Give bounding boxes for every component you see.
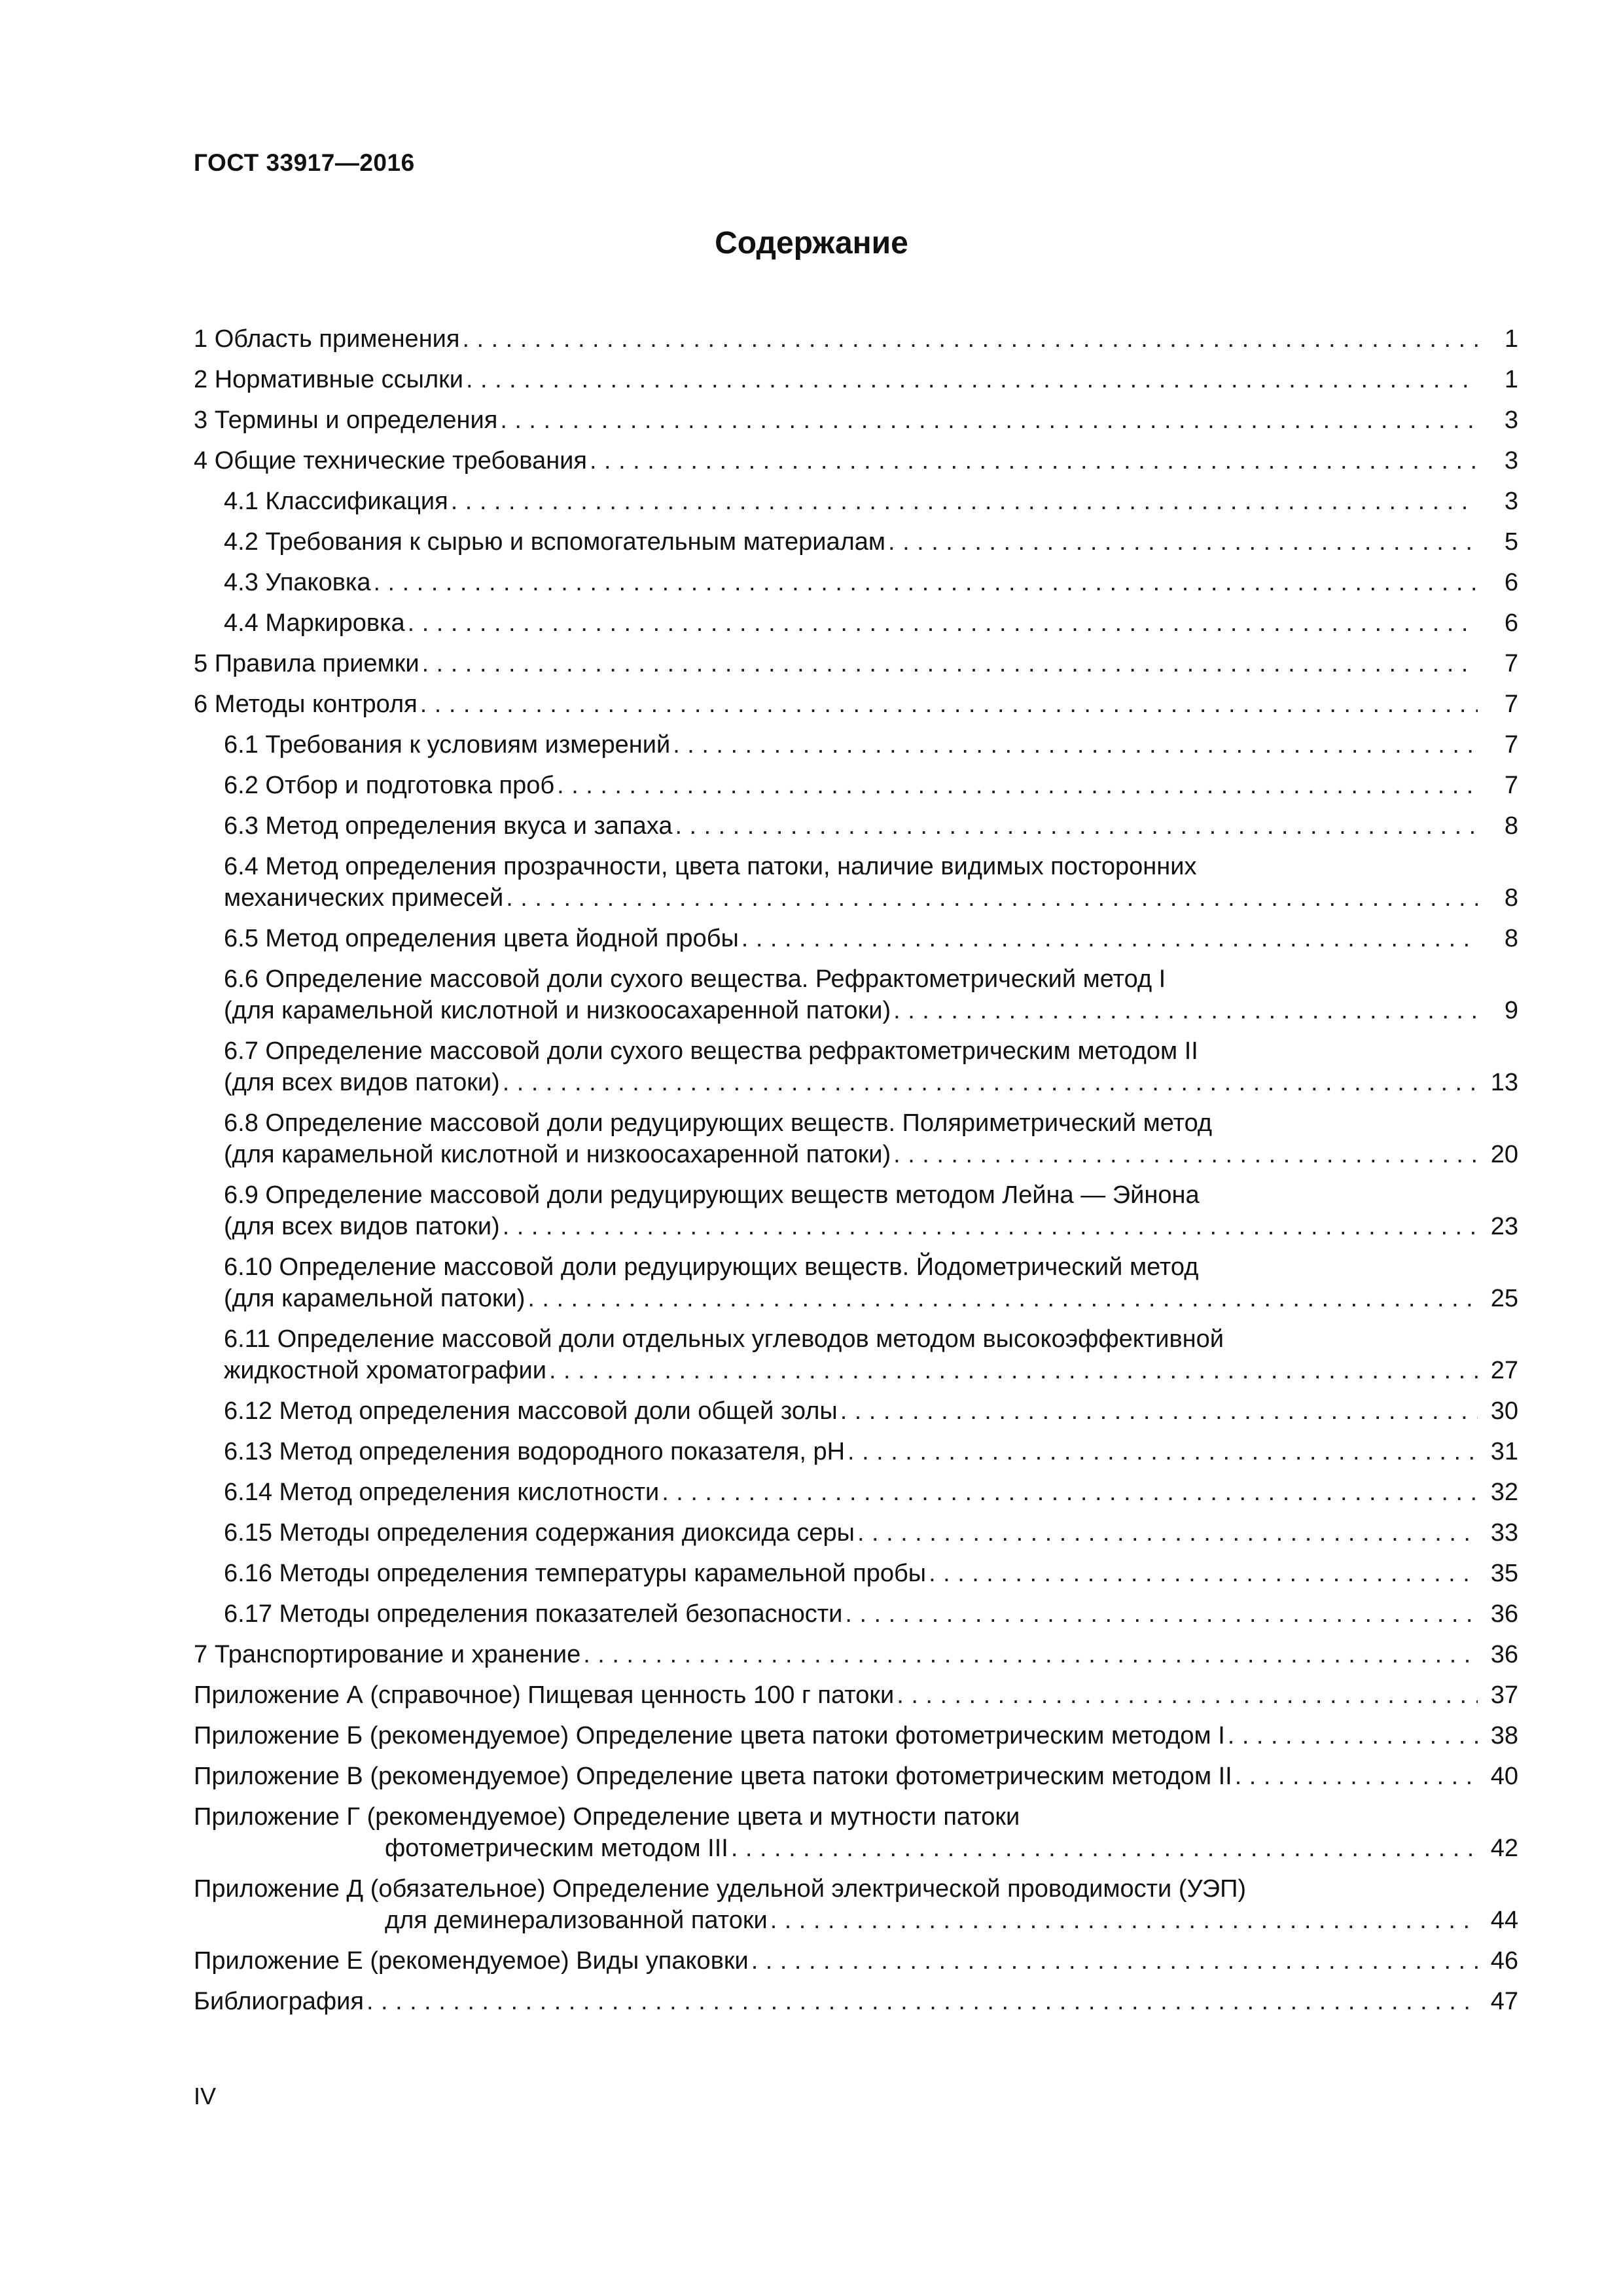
toc-entry[interactable] [194,851,1518,914]
dot-leader [739,923,1478,954]
toc-entry[interactable] [194,1945,1518,1977]
toc-page-number: 5 [1504,528,1518,556]
toc-entry-text: (для карамельной кислотной и низкоосахаренной патоки) [224,1141,891,1168]
dot-leader [728,1833,1478,1864]
toc-page-number: 9 [1504,997,1518,1024]
toc-entry[interactable] [194,1558,1518,1589]
toc-entry[interactable] [194,1517,1518,1549]
toc-entry-text: (для карамельной патоки) [224,1285,526,1312]
toc-entry[interactable] [194,923,1518,954]
dot-leader [1225,1720,1478,1751]
toc-page-number: 7 [1504,650,1518,677]
toc-page-number: 8 [1504,812,1518,840]
dot-leader [842,1598,1478,1630]
dot-leader [845,1436,1478,1467]
toc-entry-text: Приложение В (рекомендуемое) Определение цвета патоки фотометрическим методом II [194,1763,1232,1790]
toc-page-number: 31 [1490,1438,1518,1465]
toc-page-number: 37 [1490,1681,1518,1709]
toc-page-number: 40 [1490,1763,1518,1790]
toc-entry-text: 6.12 Метод определения массовой доли общей золы [224,1397,838,1425]
dot-leader [672,810,1478,842]
dot-leader [500,1211,1478,1242]
dot-leader [459,323,1478,355]
toc-entry-text: 6.11 Определение массовой доли отдельных углеводов методом высокоэффективной [224,1325,1224,1353]
toc-entry-text: 4 Общие технические требования [194,447,587,475]
dot-leader [418,689,1478,720]
toc-entry-text: Приложение Е (рекомендуемое) Виды упаковки [194,1947,749,1975]
toc-entry-text: для деминерализованной патоки [385,1907,768,1934]
toc-entry-text: 6.5 Метод определения цвета йодной пробы [224,925,739,952]
toc-entry[interactable] [194,323,1518,355]
toc-page-number: 44 [1490,1907,1518,1934]
toc-page-number: 7 [1504,772,1518,799]
dot-leader [554,770,1478,801]
toc-entry[interactable] [194,648,1518,679]
toc-page-number: 3 [1504,406,1518,434]
toc-entry[interactable] [194,445,1518,476]
toc-page-number: 1 [1504,366,1518,393]
page-number: IV [194,2083,217,2109]
dot-leader [749,1945,1478,1977]
toc-entry-text: (для всех видов патоки) [224,1213,500,1240]
toc-entry[interactable] [194,1107,1518,1170]
toc-entry-text: 1 Область применения [194,325,460,353]
dot-leader [894,1679,1478,1711]
toc-entry[interactable] [194,1436,1518,1467]
toc-entry-text: (для всех видов патоки) [224,1069,500,1096]
toc-page-number: 7 [1504,691,1518,718]
toc-entry-text: Приложение Г (рекомендуемое) Определение цвета и мутности патоки [194,1803,1020,1831]
document-code: ГОСТ 33917—2016 [194,149,415,176]
dot-leader [885,526,1478,558]
toc-entry[interactable] [194,1035,1518,1098]
dot-leader [546,1355,1478,1386]
dot-leader [371,567,1478,598]
toc-entry-text: 3 Термины и определения [194,406,498,434]
toc-page-number: 27 [1490,1357,1518,1384]
toc-page-number: 30 [1490,1397,1518,1425]
toc-entry-text: 2 Нормативные ссылки [194,366,463,393]
dot-leader [1232,1761,1478,1792]
dot-leader [891,1139,1478,1170]
toc-entry[interactable] [194,1477,1518,1508]
dot-leader [838,1395,1478,1427]
toc-entry-text: 7 Транспортирование и хранение [194,1641,581,1668]
dot-leader [497,404,1478,436]
toc-entry-text: 6.8 Определение массовой доли редуцирующих веществ. Поляриметрический метод [224,1109,1213,1137]
dot-leader [926,1558,1478,1589]
toc-entry-text: 6.17 Методы определения показателей безопасности [224,1600,843,1628]
toc-entry-text: 4.2 Требования к сырью и вспомогательным материалам [224,528,886,556]
dot-leader [503,882,1478,914]
toc-page-number: 35 [1490,1560,1518,1587]
dot-leader [768,1905,1478,1936]
dot-leader [670,729,1478,761]
toc-entry[interactable] [194,567,1518,598]
dot-leader [855,1517,1478,1549]
dot-leader [405,607,1478,639]
toc-entry-text: 6.10 Определение массовой доли редуцирующих веществ. Йодометрический метод [224,1253,1199,1281]
dot-leader [463,364,1478,395]
toc-entry-text: жидкостной хроматографии [224,1357,546,1384]
toc-page-number: 47 [1490,1988,1518,2015]
toc-entry-text: 6.7 Определение массовой доли сухого вещества рефрактометрическим методом II [224,1037,1198,1065]
toc-entry-text: 6.6 Определение массовой доли сухого вещества. Рефрактометрический метод I [224,965,1166,993]
toc-entry-text: Библиография [194,1988,364,2015]
toc-page-number: 6 [1504,609,1518,637]
toc-page-number: 7 [1504,731,1518,759]
toc-entry-text: Приложение А (справочное) Пищевая ценность 100 г патоки [194,1681,895,1709]
toc-page-number: 32 [1490,1479,1518,1506]
toc-entry[interactable] [194,1720,1518,1751]
toc-entry[interactable] [194,770,1518,801]
dot-leader [448,486,1478,517]
toc-page-number: 38 [1490,1722,1518,1749]
toc-entry-text: 6.3 Метод определения вкуса и запаха [224,812,673,840]
toc-page-number: 33 [1490,1519,1518,1547]
toc-entry[interactable] [194,1179,1518,1242]
toc-page-number: 8 [1504,925,1518,952]
toc-entry-text: (для карамельной кислотной и низкоосахаренной патоки) [224,997,891,1024]
page-title: Содержание [715,226,908,260]
toc-entry-text: 6.13 Метод определения водородного показателя, pH [224,1438,846,1465]
toc-entry-text: 5 Правила приемки [194,650,419,677]
toc-page-number: 6 [1504,569,1518,596]
toc-entry-text: 6.14 Метод определения кислотности [224,1479,660,1506]
dot-leader [419,648,1478,679]
toc-entry[interactable] [194,1251,1518,1314]
dot-leader [659,1477,1478,1508]
toc-page-number: 13 [1490,1069,1518,1096]
toc-entry[interactable] [194,364,1518,395]
toc-page-number: 46 [1490,1947,1518,1975]
toc-entry-text: 4.3 Упаковка [224,569,371,596]
toc-entry[interactable] [194,1598,1518,1630]
toc-entry[interactable] [194,1323,1518,1386]
toc-entry[interactable] [194,1801,1518,1864]
toc-entry-text: 6.16 Методы определения температуры карамельной пробы [224,1560,927,1587]
toc-entry[interactable] [194,810,1518,842]
dot-leader [364,1986,1478,2017]
toc-page-number: 20 [1490,1141,1518,1168]
toc-entry-text: 6 Методы контроля [194,691,418,718]
toc-entry[interactable] [194,1639,1518,1670]
table-of-contents [194,323,1518,2026]
toc-entry[interactable] [194,1873,1518,1936]
toc-entry-text: 6.2 Отбор и подготовка проб [224,772,555,799]
dot-leader [580,1639,1478,1670]
toc-entry-text: 6.4 Метод определения прозрачности, цвета патоки, наличие видимых посторонних [224,853,1197,880]
toc-entry-text: Приложение Д (обязательное) Определение удельной электрической проводимости (УЭП) [194,1875,1247,1903]
toc-entry[interactable] [194,404,1518,436]
toc-entry[interactable] [194,607,1518,639]
dot-leader [525,1283,1478,1314]
dot-leader [500,1067,1478,1098]
toc-page-number: 8 [1504,884,1518,912]
toc-page-number: 25 [1490,1285,1518,1312]
toc-entry-text: 6.15 Методы определения содержания диоксида серы [224,1519,855,1547]
toc-entry-text: 4.1 Классификация [224,488,448,515]
toc-entry[interactable] [194,1986,1518,2017]
toc-entry-text: фотометрическим методом III [385,1835,728,1862]
toc-page-number: 36 [1490,1600,1518,1628]
toc-entry[interactable] [194,486,1518,517]
toc-entry[interactable] [194,1761,1518,1792]
toc-entry[interactable] [194,526,1518,558]
toc-entry-text: Приложение Б (рекомендуемое) Определение цвета патоки фотометрическим методом I [194,1722,1225,1749]
dot-leader [891,995,1478,1026]
dot-leader [587,445,1478,476]
toc-entry[interactable] [194,729,1518,761]
toc-page-number: 3 [1504,447,1518,475]
toc-entry[interactable] [194,689,1518,720]
toc-entry-text: механических примесей [224,884,504,912]
toc-entry-text: 6.9 Определение массовой доли редуцирующих веществ методом Лейна — Эйнона [224,1181,1200,1209]
toc-page-number: 3 [1504,488,1518,515]
toc-entry[interactable] [194,1395,1518,1427]
toc-entry[interactable] [194,1679,1518,1711]
toc-entry-text: 6.1 Требования к условиям измерений [224,731,671,759]
toc-page-number: 23 [1490,1213,1518,1240]
toc-page-number: 36 [1490,1641,1518,1668]
toc-entry[interactable] [194,963,1518,1026]
toc-page-number: 42 [1490,1835,1518,1862]
toc-page-number: 1 [1504,325,1518,353]
toc-entry-text: 4.4 Маркировка [224,609,405,637]
